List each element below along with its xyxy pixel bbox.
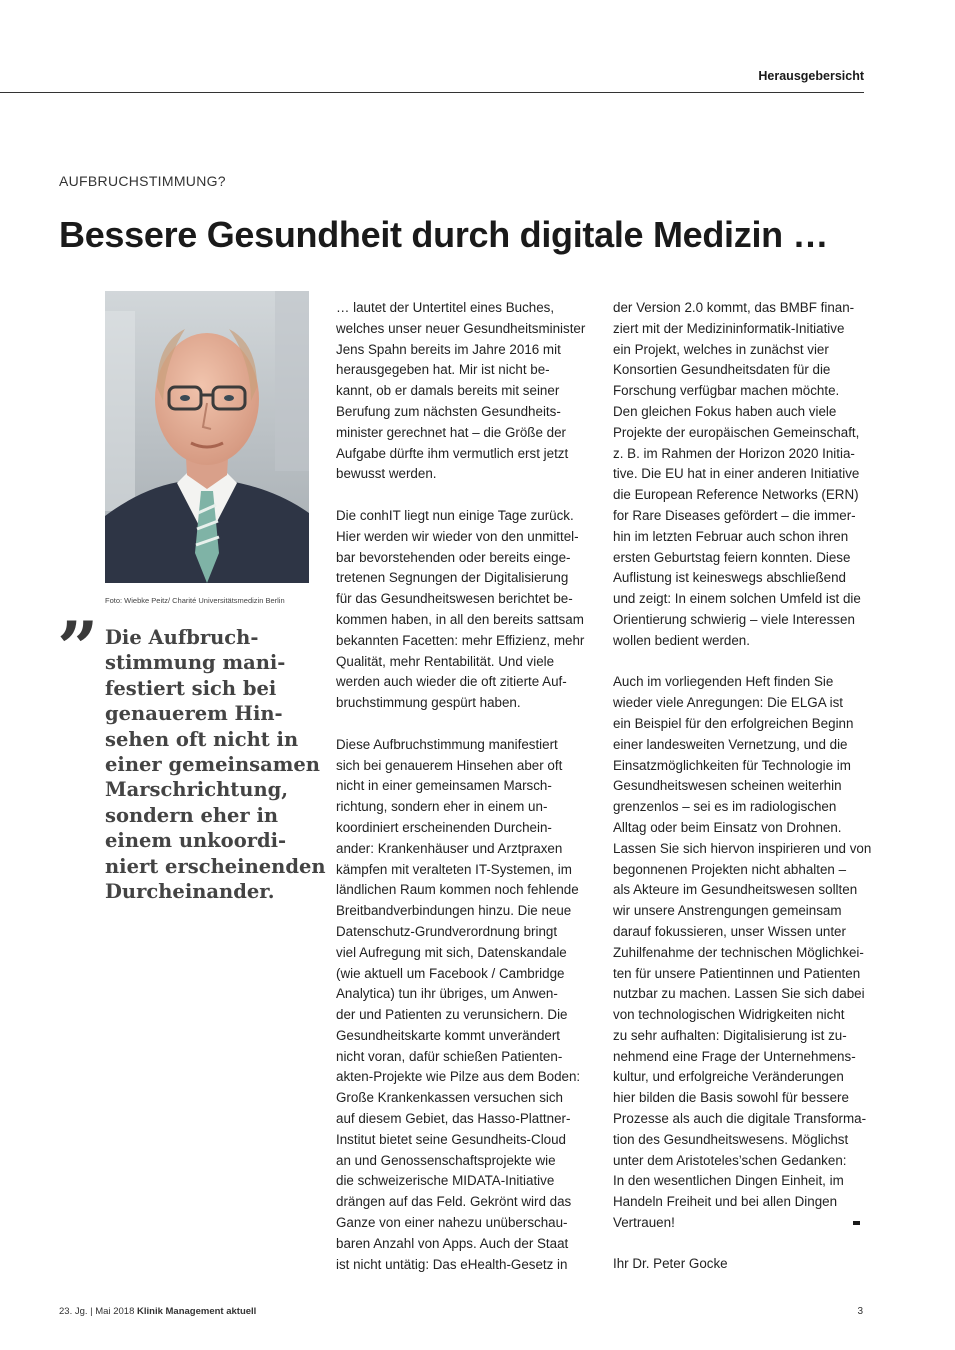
text-line: Alltag oder beim Einsatz von Drohnen. bbox=[613, 819, 842, 835]
paragraph bbox=[613, 298, 864, 652]
text-line: die schweizerische MIDATA-Initiative bbox=[336, 1173, 555, 1189]
text-line: drängen auf das Feld. Gekrönt wird das bbox=[336, 1194, 572, 1210]
text-line: der und Patienten zu verunsichern. Die bbox=[336, 1007, 568, 1023]
text-line: Einsatzmöglichkeiten für Technologie im bbox=[613, 757, 851, 773]
text-line: darauf fokussieren, unser Wissen unter bbox=[613, 923, 846, 939]
text-line: ersten Geburtstag feiern konnten. Diese bbox=[613, 549, 851, 565]
text-line: zu sehr aufhalten: Digitalisierung ist zu- bbox=[613, 1027, 847, 1043]
text-line: kommen haben, in all den bereits sattsam bbox=[336, 611, 584, 627]
text-line: In den wesentlichen Dingen Einheit, im bbox=[613, 1173, 844, 1189]
text-line: nicht voran, dafür schießen Patienten- bbox=[336, 1048, 563, 1064]
pull-quote-line: Marschrichtung, bbox=[105, 778, 289, 802]
text-line: Gesundheitskarte kommt unverändert bbox=[336, 1027, 561, 1043]
text-line: akten-Projekte wie Pilze aus dem Boden: bbox=[336, 1069, 581, 1085]
article-kicker: AUFBRUCHSTIMMUNG? bbox=[59, 173, 226, 189]
quote-mark-icon: ” bbox=[57, 605, 99, 690]
text-line: ander: Krankenhäuser und Arztpraxen bbox=[336, 840, 563, 856]
pull-quote-line: stimmung mani- bbox=[105, 651, 286, 675]
text-line: baren Anzahl von Apps. Auch der Staat bbox=[336, 1235, 569, 1251]
text-line: z. B. im Rahmen der Horizon 2020 Initia- bbox=[613, 445, 855, 461]
footer bbox=[59, 1306, 256, 1317]
pull-quote-line: genauerem Hin- bbox=[105, 702, 283, 726]
text-line: nehmend eine Frage der Unternehmens- bbox=[613, 1048, 856, 1064]
paragraph bbox=[336, 506, 587, 714]
text-line: minister gerechnet hat – die Größe der bbox=[336, 424, 566, 440]
footer-publication: Klinik Management aktuell bbox=[137, 1306, 257, 1317]
text-line: Handeln Freiheit und bei allen Dingen bbox=[613, 1194, 838, 1210]
text-line: Qualität, mehr Rentabilität. Und viele bbox=[336, 653, 555, 669]
text-line: Projekte der europäischen Gemeinschaft, bbox=[613, 424, 860, 440]
text-line: wir unsere Anstrengungen gemeinsam bbox=[613, 903, 842, 919]
text-line: Gesundheitswesen scheinen weiterhin bbox=[613, 778, 842, 794]
text-line: einer landesweiten Vernetzung, und die bbox=[613, 736, 848, 752]
text-line: ist nicht untätig: Das eHealth-Gesetz in bbox=[336, 1256, 568, 1272]
text-line: Vertrauen! bbox=[613, 1215, 675, 1231]
text-line: wieder viele Anregungen: Die ELGA ist bbox=[613, 695, 844, 711]
text-line: viel Aufregung mit sich, Datenskandale bbox=[336, 944, 567, 960]
text-line: Die conhIT liegt nun einige Tage zurück. bbox=[336, 507, 574, 523]
paragraph bbox=[336, 735, 587, 1276]
pull-quote-line: einer gemeinsamen bbox=[105, 753, 320, 777]
author-photo bbox=[105, 291, 309, 583]
text-line: Orientierung schwierig – viele Interessen bbox=[613, 611, 855, 627]
text-line: Zuhilfenahme der technischen Möglichkei- bbox=[613, 944, 864, 960]
text-line: tive. Die EU hat in einer anderen Initiative bbox=[613, 466, 860, 482]
text-line: hier bilden die Basis sowohl für bessere bbox=[613, 1090, 849, 1106]
text-line: kannt, ob er damals bereits mit seiner bbox=[336, 383, 560, 399]
body-column-2 bbox=[613, 298, 872, 1255]
text-line: bar bevorstehenden oder bereits einge- bbox=[336, 549, 571, 565]
text-line: bewusst werden. bbox=[336, 466, 437, 482]
text-line: von technologischen Widrigkeiten nicht bbox=[613, 1007, 845, 1023]
text-line: Ganze von einer nahezu unüberschau- bbox=[336, 1215, 568, 1231]
pull-quote-line: niert erscheinenden bbox=[105, 854, 326, 878]
text-line: koordiniert erscheinenden Durchein- bbox=[336, 819, 552, 835]
section-label: Herausgebersicht bbox=[758, 69, 864, 83]
text-line: Breitbandverbindungen hinzu. Die neue bbox=[336, 903, 572, 919]
pull-quote-line: einem unkoordi- bbox=[105, 829, 287, 853]
end-of-article-mark bbox=[853, 1221, 860, 1225]
paragraph bbox=[613, 672, 872, 1234]
paragraph bbox=[336, 298, 587, 485]
text-line: ein Projekt, welches in zunächst vier bbox=[613, 341, 829, 357]
text-line: für das Gesundheitswesen berichtet be- bbox=[336, 591, 573, 607]
text-line: Jens Spahn bereits im Jahre 2016 mit bbox=[336, 341, 561, 357]
text-line: Forschung verfügbar machen möchte. bbox=[613, 383, 840, 399]
pull-quote-line: Durcheinander. bbox=[105, 880, 275, 904]
text-line: welches unser neuer Gesundheitsminister bbox=[336, 320, 586, 336]
text-line: ten für unsere Patientinnen und Patienten bbox=[613, 965, 861, 981]
photo-credit: Foto: Wiebke Peitz/ Charité Universitätsmedizin Berlin bbox=[105, 596, 285, 605]
text-line: ländlichen Raum kommen noch fehlende bbox=[336, 882, 579, 898]
text-line: werden auch wieder die oft zitierte Auf- bbox=[336, 674, 567, 690]
footer-issue: 23. Jg. | Mai 2018 bbox=[59, 1306, 135, 1317]
pull-quote-line: sehen oft nicht in bbox=[105, 727, 299, 751]
text-line: ein Beispiel für den erfolgreichen Beginn bbox=[613, 715, 854, 731]
text-line: Datenschutz-Grundverordnung bringt bbox=[336, 923, 558, 939]
text-line: Prozesse als auch die digitale Transforma- bbox=[613, 1111, 867, 1127]
text-line: auf diesem Gebiet, das Hasso-Plattner- bbox=[336, 1111, 571, 1127]
text-line: an und Genossenschaftsprojekte wie bbox=[336, 1152, 556, 1168]
text-line: sich bei genauerem Hinsehen aber oft bbox=[336, 757, 563, 773]
pull-quote bbox=[105, 625, 326, 904]
text-line: Institut bietet seine Gesundheits-Cloud bbox=[336, 1131, 567, 1147]
text-line: die European Reference Networks (ERN) bbox=[613, 487, 859, 503]
text-line: Auflistung ist keineswegs abschließend bbox=[613, 570, 846, 586]
text-line: Konsortien Gesundheitsdaten für die bbox=[613, 362, 831, 378]
text-line: Den gleichen Fokus haben auch viele bbox=[613, 403, 837, 419]
text-line: begonnenen Projekten nicht abhalten – bbox=[613, 861, 847, 877]
text-line: bekannten Facetten: mehr Effizienz, mehr bbox=[336, 632, 585, 648]
text-line: Auch im vorliegenden Heft finden Sie bbox=[613, 674, 834, 690]
text-line: als Akteure im Gesundheitswesen sollten bbox=[613, 882, 858, 898]
text-line: Hier werden wir wieder von den unmittel- bbox=[336, 528, 579, 544]
text-line: kultur, und erfolgreiche Veränderungen bbox=[613, 1069, 844, 1085]
text-line: unter dem Aristoteles’schen Gedanken: bbox=[613, 1152, 847, 1168]
text-line: (wie aktuell um Facebook / Cambridge bbox=[336, 965, 565, 981]
header-rule bbox=[0, 92, 864, 93]
text-line: for Rare Diseases gefördert – die immer- bbox=[613, 507, 856, 523]
text-line: Große Krankenkassen versuchen sich bbox=[336, 1090, 564, 1106]
portrait-illustration bbox=[105, 291, 309, 583]
text-line: wollen bedient werden. bbox=[613, 632, 750, 648]
text-line: hin im letzten Februar auch schon ihren bbox=[613, 528, 849, 544]
text-line: nicht in einer gemeinsamen Marsch- bbox=[336, 778, 552, 794]
text-line: kämpfen mit veralteten IT-Systemen, im bbox=[336, 861, 572, 877]
text-line: bruchstimmung gespürt haben. bbox=[336, 695, 521, 711]
body-column-1 bbox=[336, 298, 587, 1296]
text-line: Analytica) tun ihr übriges, um Anwen- bbox=[336, 986, 558, 1002]
pull-quote-line: festiert sich bei bbox=[105, 676, 277, 700]
page-number: 3 bbox=[857, 1306, 863, 1317]
text-line: tretenen Segnungen der Digitalisierung bbox=[336, 570, 569, 586]
text-line: richtung, sondern eher in einem un- bbox=[336, 799, 548, 815]
article-title: Bessere Gesundheit durch digitale Medizin … bbox=[59, 214, 829, 255]
pull-quote-line: sondern eher in bbox=[105, 803, 279, 827]
text-line: und zeigt: In einem solchen Umfeld ist die bbox=[613, 591, 861, 607]
text-line: ziert mit der Medizininformatik-Initiative bbox=[613, 320, 845, 336]
text-line: tion des Gesundheitswesens. Möglichst bbox=[613, 1131, 849, 1147]
text-line: nutzbar zu machen. Lassen Sie sich dabei bbox=[613, 986, 865, 1002]
text-line: Lassen Sie sich hiervon inspirieren und von bbox=[613, 840, 872, 856]
text-line: Berufung zum nächsten Gesundheits- bbox=[336, 403, 561, 419]
text-line: grenzenlos – sei es im radiologischen bbox=[613, 799, 837, 815]
text-line: Aufgabe dürfte ihm vermutlich erst jetzt bbox=[336, 445, 569, 461]
author-signature: Ihr Dr. Peter Gocke bbox=[613, 1256, 728, 1271]
pull-quote-line: Die Aufbruch- bbox=[105, 626, 259, 649]
text-line: der Version 2.0 kommt, das BMBF finan- bbox=[613, 300, 855, 315]
text-line: Diese Aufbruchstimmung manifestiert bbox=[336, 736, 558, 752]
text-line: … lautet der Untertitel eines Buches, bbox=[336, 300, 555, 315]
text-line: herausgegeben hat. Mir ist nicht be- bbox=[336, 362, 550, 378]
